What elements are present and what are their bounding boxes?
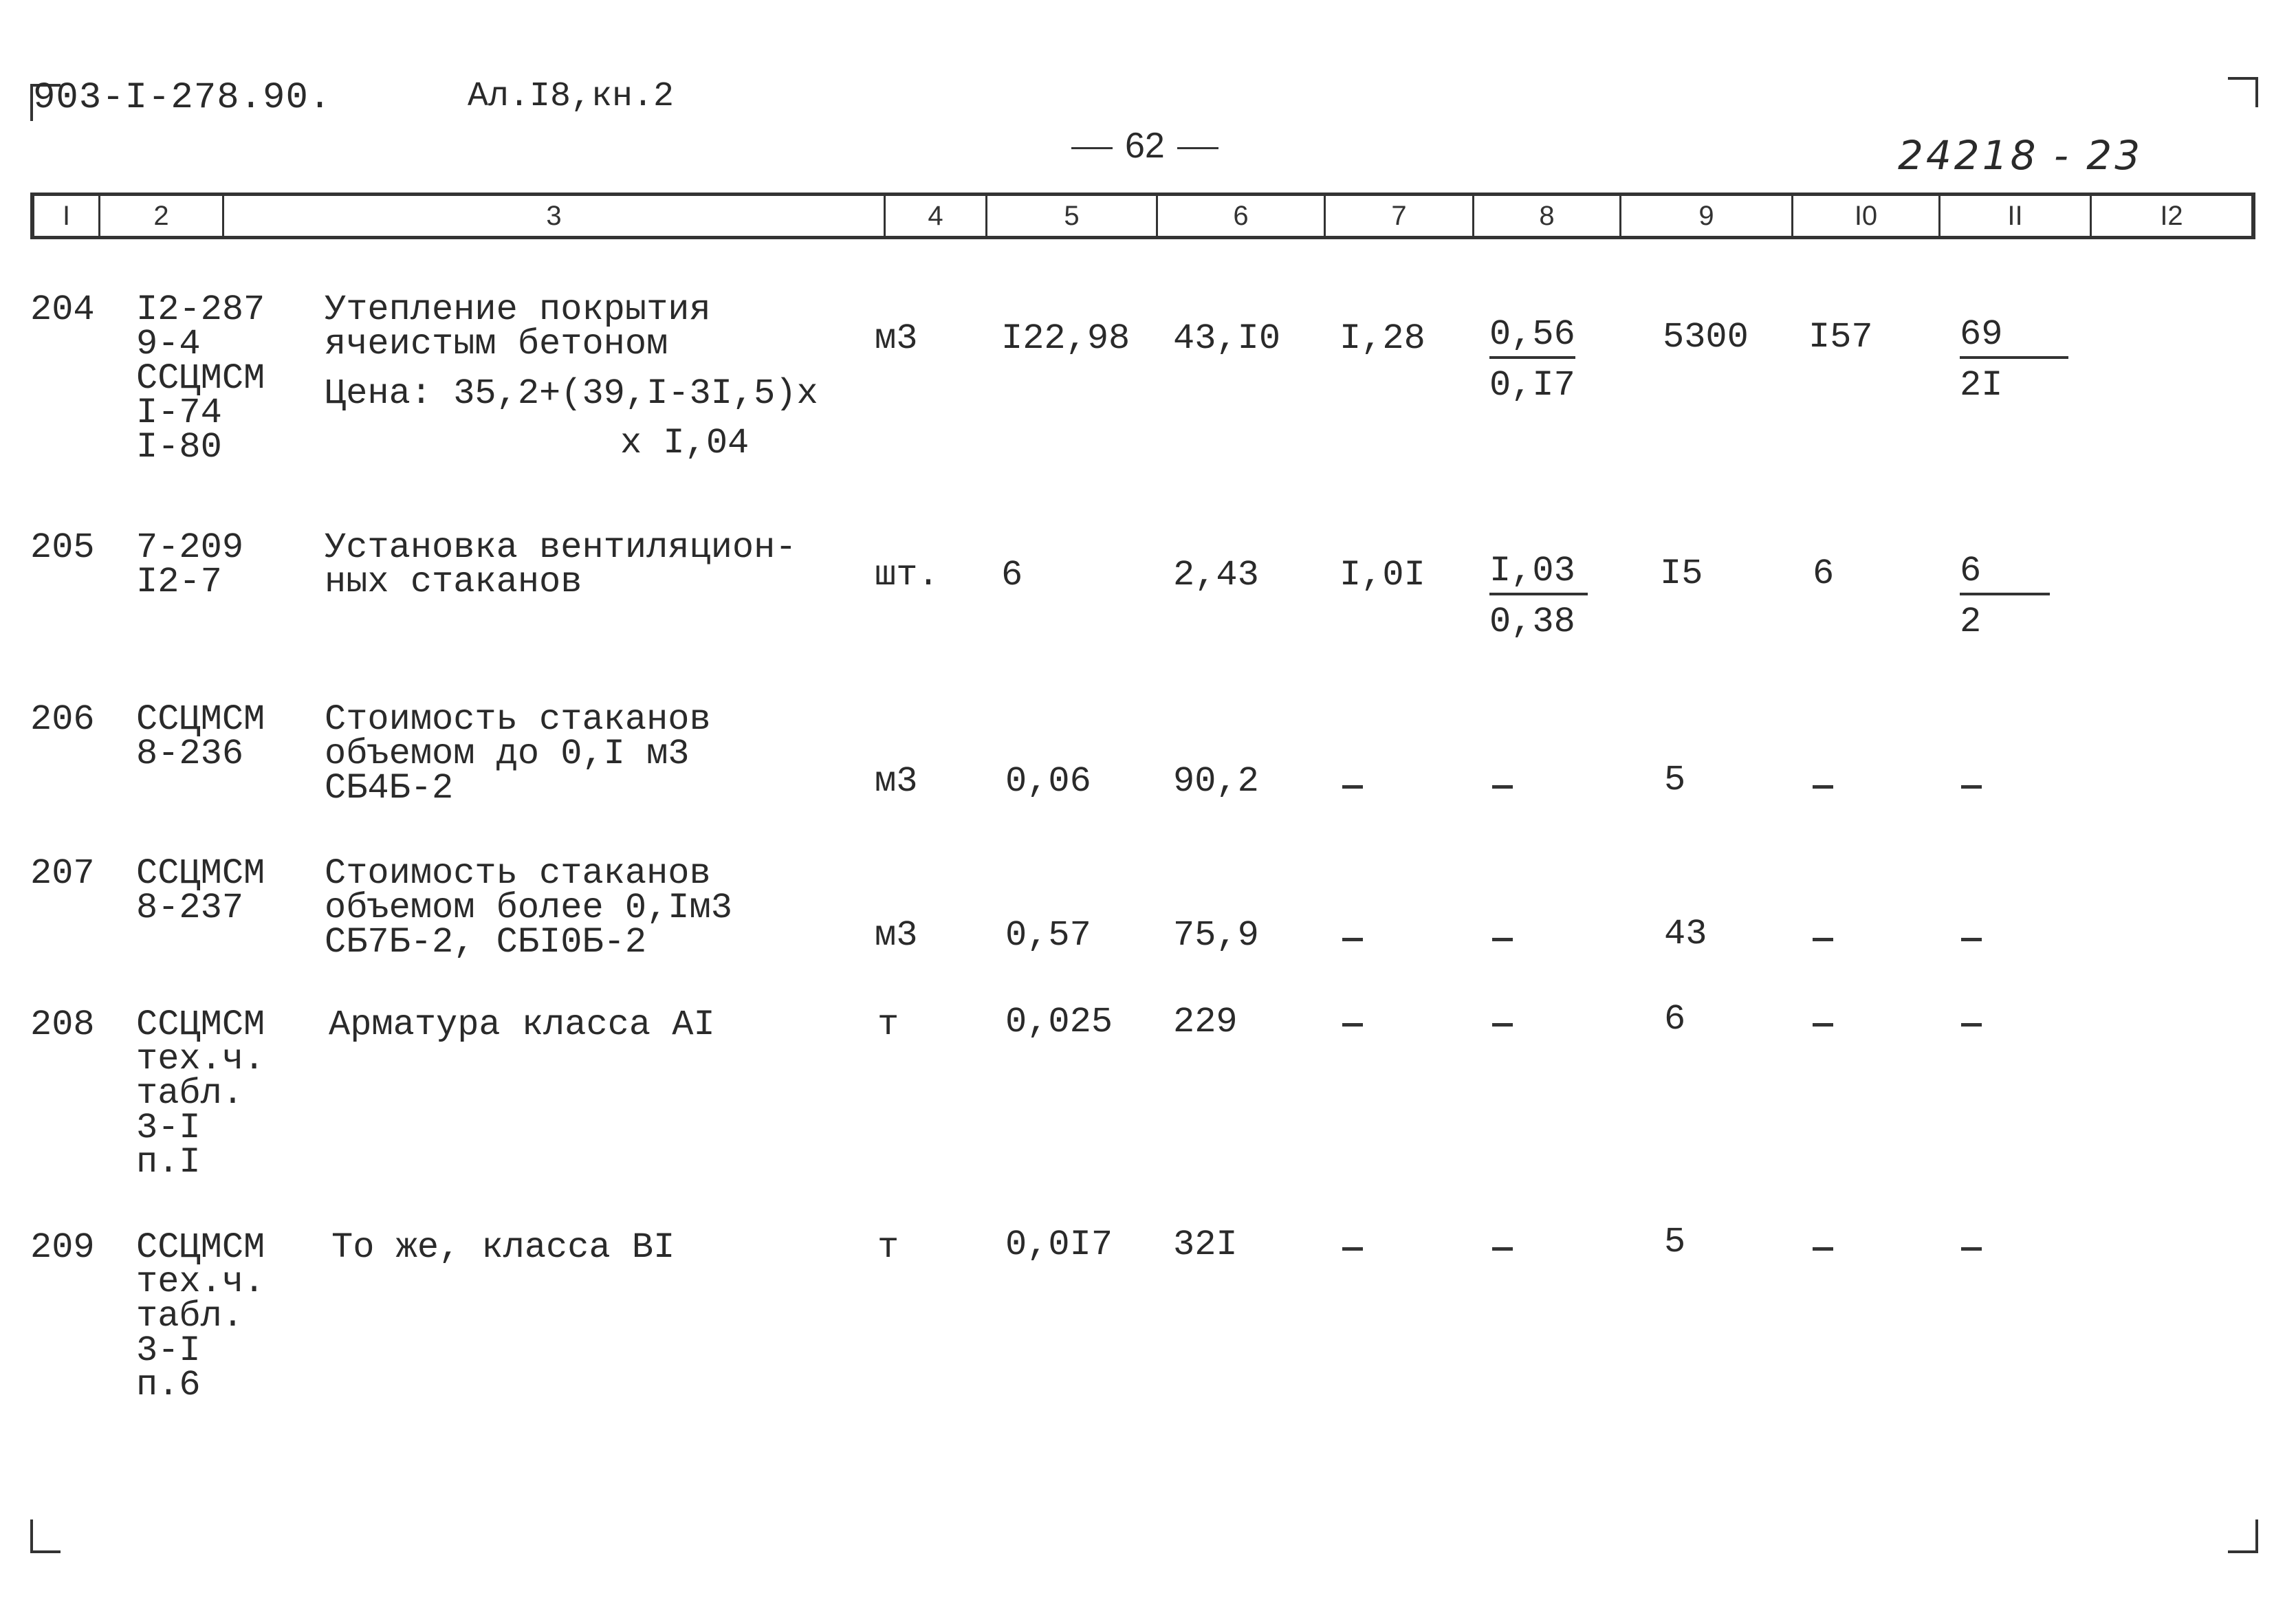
unit-cost: 2,43 bbox=[1173, 555, 1259, 595]
empty-dash bbox=[1342, 1023, 1363, 1027]
quantity: 0,57 bbox=[1005, 915, 1091, 956]
code-line: табл. bbox=[136, 1073, 244, 1114]
unit-cost: 32I bbox=[1173, 1225, 1238, 1265]
empty-dash bbox=[1961, 938, 1982, 941]
code-line: 3-I bbox=[136, 1330, 201, 1371]
unit-cost: 90,2 bbox=[1173, 761, 1259, 802]
description-line: Утепление покрытия bbox=[325, 289, 711, 330]
col7-value: I,28 bbox=[1340, 318, 1425, 359]
code-line: ССЦМСМ bbox=[136, 853, 265, 894]
norm-codes bbox=[136, 853, 265, 928]
col10-value: I57 bbox=[1808, 317, 1873, 358]
work-description: Арматура класса АI bbox=[329, 1005, 715, 1045]
corner-mark-top-right bbox=[2228, 77, 2258, 107]
column-header-5: 5 bbox=[987, 196, 1158, 236]
empty-dash bbox=[1492, 1023, 1513, 1027]
work-description bbox=[325, 527, 797, 602]
empty-dash bbox=[1813, 785, 1833, 789]
description-line: Стоимость стаканов bbox=[325, 699, 711, 740]
code-line: I2-287 bbox=[136, 289, 265, 330]
description-line: объемом более 0,Iм3 bbox=[325, 888, 732, 928]
description-line: ных стаканов bbox=[325, 562, 582, 602]
row-number: 209 bbox=[30, 1227, 95, 1268]
empty-dash bbox=[1342, 785, 1363, 789]
column-header-12: I2 bbox=[2160, 200, 2183, 231]
column-header-7: 7 bbox=[1326, 196, 1474, 236]
album-reference: Ал.I8,кн.2 bbox=[468, 77, 675, 116]
empty-dash bbox=[1961, 1247, 1982, 1251]
norm-codes bbox=[136, 289, 265, 468]
page-number-value: 62 bbox=[1125, 126, 1165, 166]
row-number: 207 bbox=[30, 853, 95, 894]
column-header-11: II bbox=[1940, 196, 2092, 236]
empty-dash bbox=[1961, 785, 1982, 789]
col9-value: 5 bbox=[1664, 1222, 1686, 1262]
column-header-9: 9 bbox=[1621, 196, 1793, 236]
code-line: I-80 bbox=[136, 427, 222, 468]
corner-mark-bottom-right bbox=[2228, 1519, 2258, 1553]
code-line: 8-237 bbox=[136, 888, 244, 928]
description-line: Установка вентиляцион- bbox=[325, 527, 797, 568]
column-header-row bbox=[30, 193, 2255, 239]
code-line: п.6 bbox=[136, 1365, 201, 1405]
column-header-1: I bbox=[34, 196, 100, 236]
price-formula-cont: x I,04 bbox=[620, 423, 750, 463]
column-header-6: 6 bbox=[1158, 196, 1326, 236]
quantity: 0,06 bbox=[1005, 761, 1091, 802]
norm-codes bbox=[136, 1005, 265, 1183]
unit-cost: 43,I0 bbox=[1173, 318, 1281, 359]
column-header-3: 3 bbox=[224, 196, 886, 236]
col8-fraction bbox=[1489, 551, 1588, 642]
column-header-4: 4 bbox=[886, 196, 987, 236]
col9-value: 6 bbox=[1664, 999, 1686, 1040]
row-number: 204 bbox=[30, 289, 95, 330]
empty-dash bbox=[1492, 785, 1513, 789]
unit: м3 bbox=[875, 318, 918, 359]
description-line: объемом до 0,I м3 bbox=[325, 734, 690, 774]
norm-codes bbox=[136, 699, 265, 774]
code-line: ССЦМСМ bbox=[136, 1227, 265, 1268]
col11-fraction bbox=[1960, 551, 2050, 642]
corner-mark-bottom-left bbox=[30, 1519, 61, 1553]
work-description bbox=[325, 289, 711, 364]
col11-fraction bbox=[1960, 314, 2068, 406]
code-line: 9-4 bbox=[136, 324, 201, 364]
row-number: 208 bbox=[30, 1005, 95, 1045]
row-number: 206 bbox=[30, 699, 95, 740]
code-line: 7-209 bbox=[136, 527, 244, 568]
code-line: ССЦМСМ bbox=[136, 699, 265, 740]
empty-dash bbox=[1961, 1023, 1982, 1027]
description-line: СБ4Б-2 bbox=[325, 768, 454, 809]
code-line: I2-7 bbox=[136, 562, 222, 602]
empty-dash bbox=[1492, 1247, 1513, 1251]
description-line: СБ7Б-2, СБI0Б-2 bbox=[325, 922, 647, 963]
col9-value: I5 bbox=[1660, 553, 1703, 594]
empty-dash bbox=[1813, 1023, 1833, 1027]
sheet-code: 24218 - 23 bbox=[1898, 132, 2143, 179]
norm-codes bbox=[136, 527, 244, 602]
empty-dash bbox=[1342, 938, 1363, 941]
col9-value: 5300 bbox=[1663, 317, 1749, 358]
quantity: I22,98 bbox=[1001, 318, 1130, 359]
quantity: 6 bbox=[1001, 555, 1023, 595]
column-header-10: I0 bbox=[1793, 196, 1940, 236]
col11-numerator: 6 bbox=[1960, 554, 2050, 595]
document-code: 903-I-278.90. bbox=[33, 77, 332, 119]
col9-value: 43 bbox=[1664, 914, 1707, 954]
empty-dash bbox=[1492, 938, 1513, 941]
code-line: ССЦМСМ bbox=[136, 358, 265, 399]
code-line: 8-236 bbox=[136, 734, 244, 774]
code-line: ССЦМСМ bbox=[136, 1005, 265, 1045]
quantity: 0,025 bbox=[1005, 1002, 1113, 1042]
col11-denominator: 2I bbox=[1960, 365, 2003, 406]
description-line: ячеистым бетоном bbox=[325, 324, 668, 364]
unit: м3 bbox=[875, 761, 918, 802]
unit: м3 bbox=[875, 915, 918, 956]
page-number bbox=[1059, 125, 1231, 166]
description-line: Стоимость стаканов bbox=[325, 853, 711, 894]
unit: т bbox=[877, 1005, 899, 1045]
code-line: табл. bbox=[136, 1296, 244, 1337]
col8-fraction bbox=[1489, 314, 1575, 406]
empty-dash bbox=[1813, 1247, 1833, 1251]
col8-numerator: I,03 bbox=[1489, 554, 1588, 595]
unit: т bbox=[877, 1227, 899, 1268]
price-formula: Цена: 35,2+(39,I-3I,5)x bbox=[325, 373, 818, 414]
row-number: 205 bbox=[30, 527, 95, 568]
col8-numerator: 0,56 bbox=[1489, 318, 1575, 359]
unit-cost: 229 bbox=[1173, 1002, 1238, 1042]
col11-denominator: 2 bbox=[1960, 602, 1982, 642]
unit: шт. bbox=[875, 555, 939, 595]
code-line: 3-I bbox=[136, 1108, 201, 1148]
col8-denominator: 0,38 bbox=[1489, 602, 1575, 642]
code-line: тех.ч. bbox=[136, 1262, 265, 1302]
code-line: I-74 bbox=[136, 393, 222, 433]
work-description: То же, класса ВI bbox=[331, 1227, 675, 1268]
work-description bbox=[325, 699, 711, 809]
col9-value: 5 bbox=[1664, 760, 1686, 800]
quantity: 0,0I7 bbox=[1005, 1225, 1113, 1265]
col7-value: I,0I bbox=[1340, 555, 1425, 595]
norm-codes bbox=[136, 1227, 265, 1405]
empty-dash bbox=[1342, 1247, 1363, 1251]
unit-cost: 75,9 bbox=[1173, 915, 1259, 956]
code-line: п.I bbox=[136, 1142, 201, 1183]
col8-denominator: 0,I7 bbox=[1489, 365, 1575, 406]
empty-dash bbox=[1813, 938, 1833, 941]
work-description bbox=[325, 853, 732, 963]
column-header-8: 8 bbox=[1474, 196, 1621, 236]
col11-numerator: 69 bbox=[1960, 318, 2068, 359]
code-line: тех.ч. bbox=[136, 1039, 265, 1079]
col10-value: 6 bbox=[1813, 553, 1835, 594]
column-header-2: 2 bbox=[100, 196, 224, 236]
